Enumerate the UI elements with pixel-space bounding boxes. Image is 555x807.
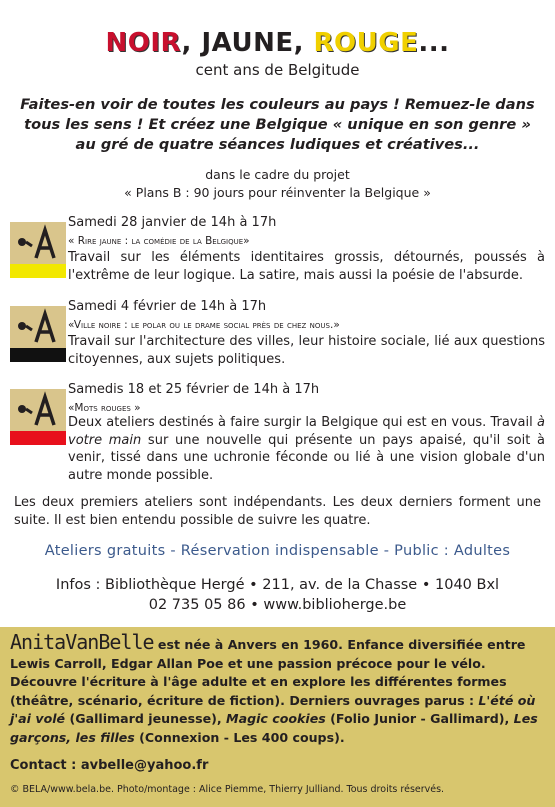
poster-subtitle: cent ans de Belgitude [195,61,360,79]
session-1 [10,214,545,294]
session-description [68,414,545,484]
session-description: Travail sur les éléments identitaires grossis, détournés, poussés à l'extrême de leur logique. La satire, mais aussi la poésie de l'absurde. [68,250,545,283]
info-address: Infos : Bibliothèque Hergé • 211, av. de la Chasse • 1040 Bxl [55,577,500,593]
session-logo-icon [10,222,66,278]
session-logo-icon [10,306,66,362]
info-block [0,575,555,615]
desc-italic: à votre main [68,415,545,448]
poster-title [0,28,555,58]
publisher: (Connexion - Les 400 coups). [134,729,345,745]
title-rouge: ROUGE [313,28,419,58]
desc-part: sur une nouvelle qui présente un pays apaisé, qu'il soit à venir, tissé dans une uchronie féconde ou lié à une vision globale d'un autre monde possible. [68,432,545,483]
session-theme: « Rire jaune : la comédie de la Belgique» [68,235,250,247]
session-description: Travail sur l'architecture des villes, leur histoire sociale, lié aux questions citoyennes, aux sujets politiques. [68,334,545,367]
book-title: Magic cookies [226,711,326,726]
credits-line: © BELA/www.bela.be. Photo/montage : Alice Piemme, Thierry Julliand. Tous droits réservés. [10,784,445,795]
free-workshops-line: Ateliers gratuits - Réservation indispensable - Public : Adultes [44,543,511,559]
info-phone-web: 02 735 05 86 • www.biblioherge.be [148,597,407,613]
session-2 [10,298,545,378]
project-context [0,166,555,202]
title-jaune: , JAUNE, [181,28,314,58]
session-theme: «Mots rouges » [68,402,141,414]
bio-text: est née à Anvers en 1960. Enfance diversifiée entre Lewis Carroll, Edgar Allan Poe et une passion précoce pour le vélo. Découvre l'écriture à l'âge adulte et en explore les différentes formes (théâtre, scénario, écriture de fiction). Derniers ouvrages parus : [10,637,526,708]
session-logo-icon [10,389,66,445]
author-name: AnitaVanBelle [10,630,154,654]
session-date: Samedis 18 et 25 février de 14h à 17h [68,382,320,397]
contact-email[interactable]: Contact : avbelle@yahoo.fr [10,758,209,773]
title-dots: ... [418,28,450,58]
publisher: (Gallimard jeunesse), [65,711,227,726]
author-bio-panel [0,627,555,807]
title-noir: NOIR [105,28,182,58]
author-bio [10,630,541,747]
publisher: (Folio Junior - Gallimard), [325,711,514,726]
sessions-note: Les deux premiers ateliers sont indépendants. Les deux derniers forment une suite. Il est bien entendu possible de suivre les quatre. [14,495,541,528]
session-3 [10,381,545,491]
context-line-2: « Plans B : 90 jours pour réinventer la Belgique » [124,185,431,200]
desc-part: Deux ateliers destinés à faire surgir la Belgique qui est en vous. Travail [68,415,538,430]
intro-text: Faites-en voir de toutes les couleurs au pays ! Remuez-le dans tous les sens ! Et créez une Belgique « unique en son genre » au gré de quatre séances ludiques et créatives... [20,96,535,153]
context-line-1: dans le cadre du projet [205,167,350,182]
color-band-yellow [10,264,66,278]
color-band-black [10,348,66,362]
session-date: Samedi 28 janvier de 14h à 17h [68,215,277,230]
session-date: Samedi 4 février de 14h à 17h [68,299,267,314]
session-theme: «Ville noire : le polar ou le drame social près de chez nous.» [68,319,340,331]
color-band-red [10,431,66,445]
book-title: L'été où j'ai volé [10,692,536,726]
book-title: Les garçons, les filles [10,711,538,745]
